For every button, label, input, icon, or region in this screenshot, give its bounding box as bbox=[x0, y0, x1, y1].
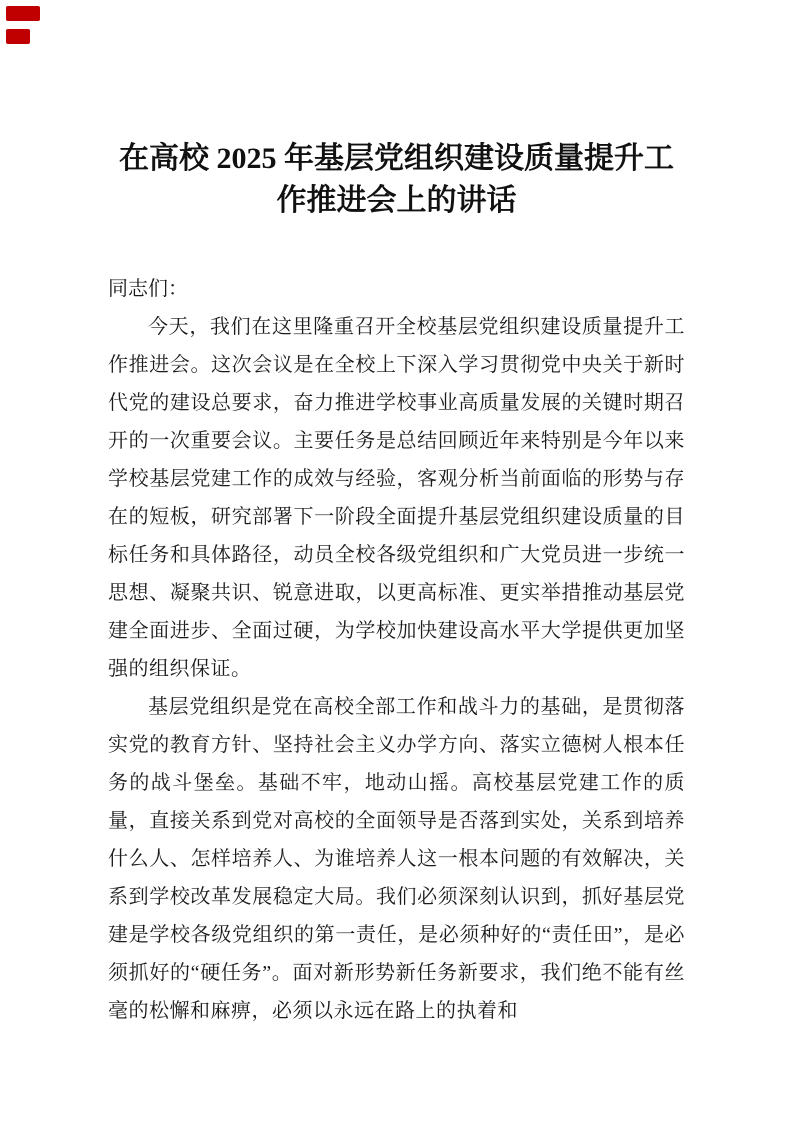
paragraph: 基层党组织是党在高校全部工作和战斗力的基础，是贯彻落实党的教育方针、坚持社会主义办学方向、落实立德树人根本任务的战斗堡垒。基础不牢，地动山摇。高校基层党建工作的质量，直接关系到党对高校的全面领导是否落到实处，关系到培养什么人、怎样培养人、为谁培养人这一根本问题的有效解决，关系到学校改革发展稳定大局。我们必须深刻认识到，抓好基层党建是学校各级党组织的第一责任，是必须种好的“责任田”，是必须抓好的“硬任务”。面对新形势新任务新要求，我们绝不能有丝毫的松懈和麻痹，必须以永远在路上的执着和 bbox=[108, 696, 685, 1022]
red-annotation-tag bbox=[6, 29, 30, 44]
document-content bbox=[108, 138, 685, 1030]
red-annotation-tag bbox=[6, 6, 40, 21]
document-title: 在高校 2025 年基层党组织建设质量提升工作推进会上的讲话 bbox=[119, 142, 674, 217]
salutation-line: 同志们： bbox=[108, 278, 188, 300]
corner-annotation-tags bbox=[6, 6, 40, 52]
paragraph: 今天，我们在这里隆重召开全校基层党组织建设质量提升工作推进会。这次会议是在全校上下深入学习贯彻党中央关于新时代党的建设总要求，奋力推进学校事业高质量发展的关键时期召开的一次重要会议。主要任务是总结回顾近年来特别是今年以来学校基层党建工作的成效与经验，客观分析当前面临的形势与存在的短板，研究部署下一阶段全面提升基层党组织建设质量的目标任务和具体路径，动员全校各级党组织和广大党员进一步统一思想、凝聚共识、锐意进取，以更高标准、更实举措推动基层党建全面进步、全面过硬，为学校加快建设高水平大学提供更加坚强的组织保证。 bbox=[108, 316, 685, 680]
